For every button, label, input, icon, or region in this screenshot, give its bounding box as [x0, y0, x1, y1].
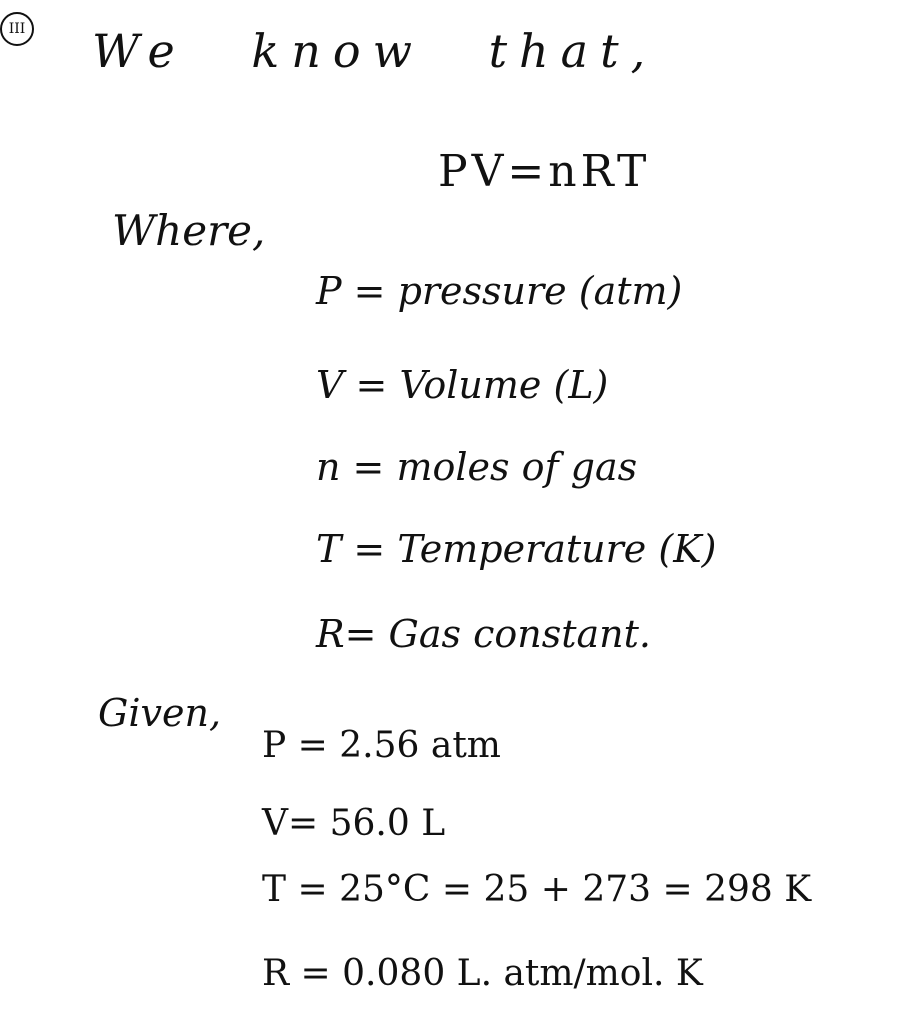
- given-gas-constant: R = 0.080 L. atm/mol. K: [262, 953, 703, 994]
- definition-pressure: P = pressure (atm): [316, 269, 683, 313]
- given-pressure: P = 2.56 atm: [262, 725, 501, 766]
- definition-gas-constant: R= Gas constant.: [316, 612, 652, 656]
- problem-number-marker: III: [0, 12, 34, 46]
- given-volume: V= 56.0 L: [262, 803, 446, 844]
- given-temperature: T = 25°C = 25 + 273 = 298 K: [262, 869, 812, 910]
- where-label: Where,: [112, 206, 266, 255]
- definition-temperature: T = Temperature (K): [316, 527, 717, 571]
- definition-volume: V = Volume (L): [316, 363, 609, 407]
- intro-text: We know that,: [92, 24, 658, 78]
- given-label: Given,: [98, 691, 222, 735]
- ideal-gas-equation: PV=nRT: [438, 146, 651, 197]
- definition-moles: n = moles of gas: [316, 445, 638, 489]
